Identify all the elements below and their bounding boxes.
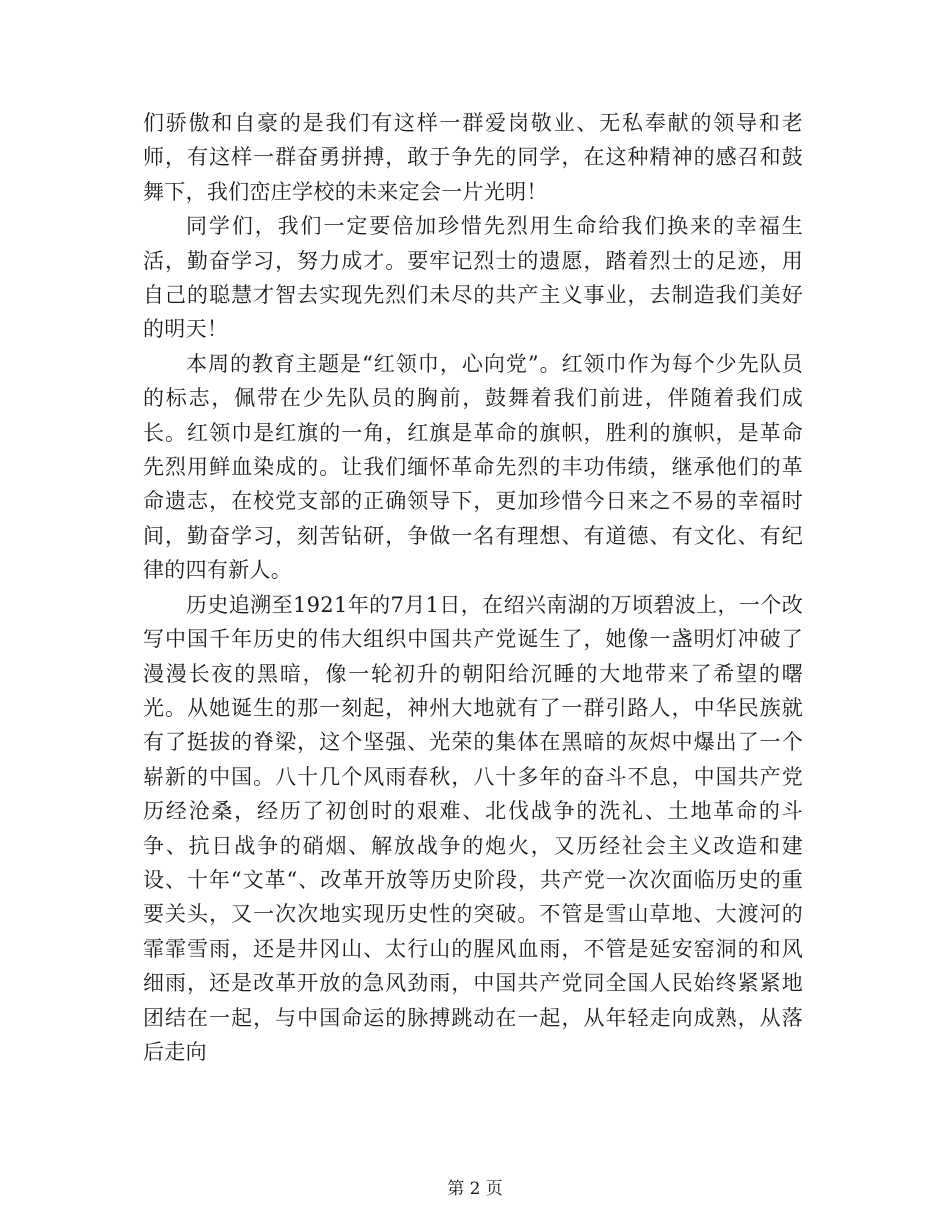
paragraph-1: 们骄傲和自豪的是我们有这样一群爱岗敬业、无私奉献的领导和老师，有这样一群奋勇拼搏，敢于争先的同学，在这种精神的感召和鼓舞下，我们峦庄学校的未来定会一片光明！ [143, 111, 803, 204]
paragraph-2: 同学们，我们一定要倍加珍惜先烈用生命给我们换来的幸福生活，勤奋学习，努力成才。要牢记烈士的遗愿，踏着烈士的足迹，用自己的聪慧才智去实现先烈们未尽的共产主义事业，去制造我们美好的明天！ [143, 214, 803, 342]
paragraph-4: 历史追溯至1921年的7月1日，在绍兴南湖的万顷碧波上，一个改写中国千年历史的伟大组织中国共产党诞生了，她像一盏明灯冲破了漫漫长夜的黑暗，像一轮初升的朝阳给沉睡的大地带来了希望的曙光。从她诞生的那一刻起，神州大地就有了一群引路人，中华民族就有了挺拔的脊梁，这个坚强、光荣的集体在黑暗的灰烬中爆出了一个崭新的中国。八十几个风雨春秋，八十多年的奋斗不息，中国共产党历经沧桑，经历了初创时的艰难、北伐战争的洗礼、土地革命的斗争、抗日战争的硝烟、解放战争的炮火，又历经社会主义改造和建设、十年“文革“、改革开放等历史阶段，共产党一次次面临历史的重要关头，又一次次地实现历史性的突破。不管是雪山草地、大渡河的霏霏雪雨，还是井冈山、太行山的腥风血雨，不管是延安窑洞的和风细雨，还是改革开放的急风劲雨，中国共产党同全国人民始终紧紧地团结在一起，与中国命运的脉搏跳动在一起，从年轻走向成熟，从落后走向 [143, 592, 803, 1064]
paragraph-3: 本周的教育主题是“红领巾，心向党”。红领巾作为每个少先队员的标志，佩带在少先队员的胸前，鼓舞着我们前进，伴随着我们成长。红领巾是红旗的一角，红旗是革命的旗帜，胜利的旗帜，是革命先烈用鲜血染成的。让我们缅怀革命先烈的丰功伟绩，继承他们的革命遗志，在校党支部的正确领导下，更加珍惜今日来之不易的幸福时间，勤奋学习，刻苦钻研，争做一名有理想、有道德、有文化、有纪律的四有新人。 [143, 351, 803, 583]
document-body [143, 106, 803, 1069]
page-number: 第 2 页 [447, 1179, 503, 1199]
